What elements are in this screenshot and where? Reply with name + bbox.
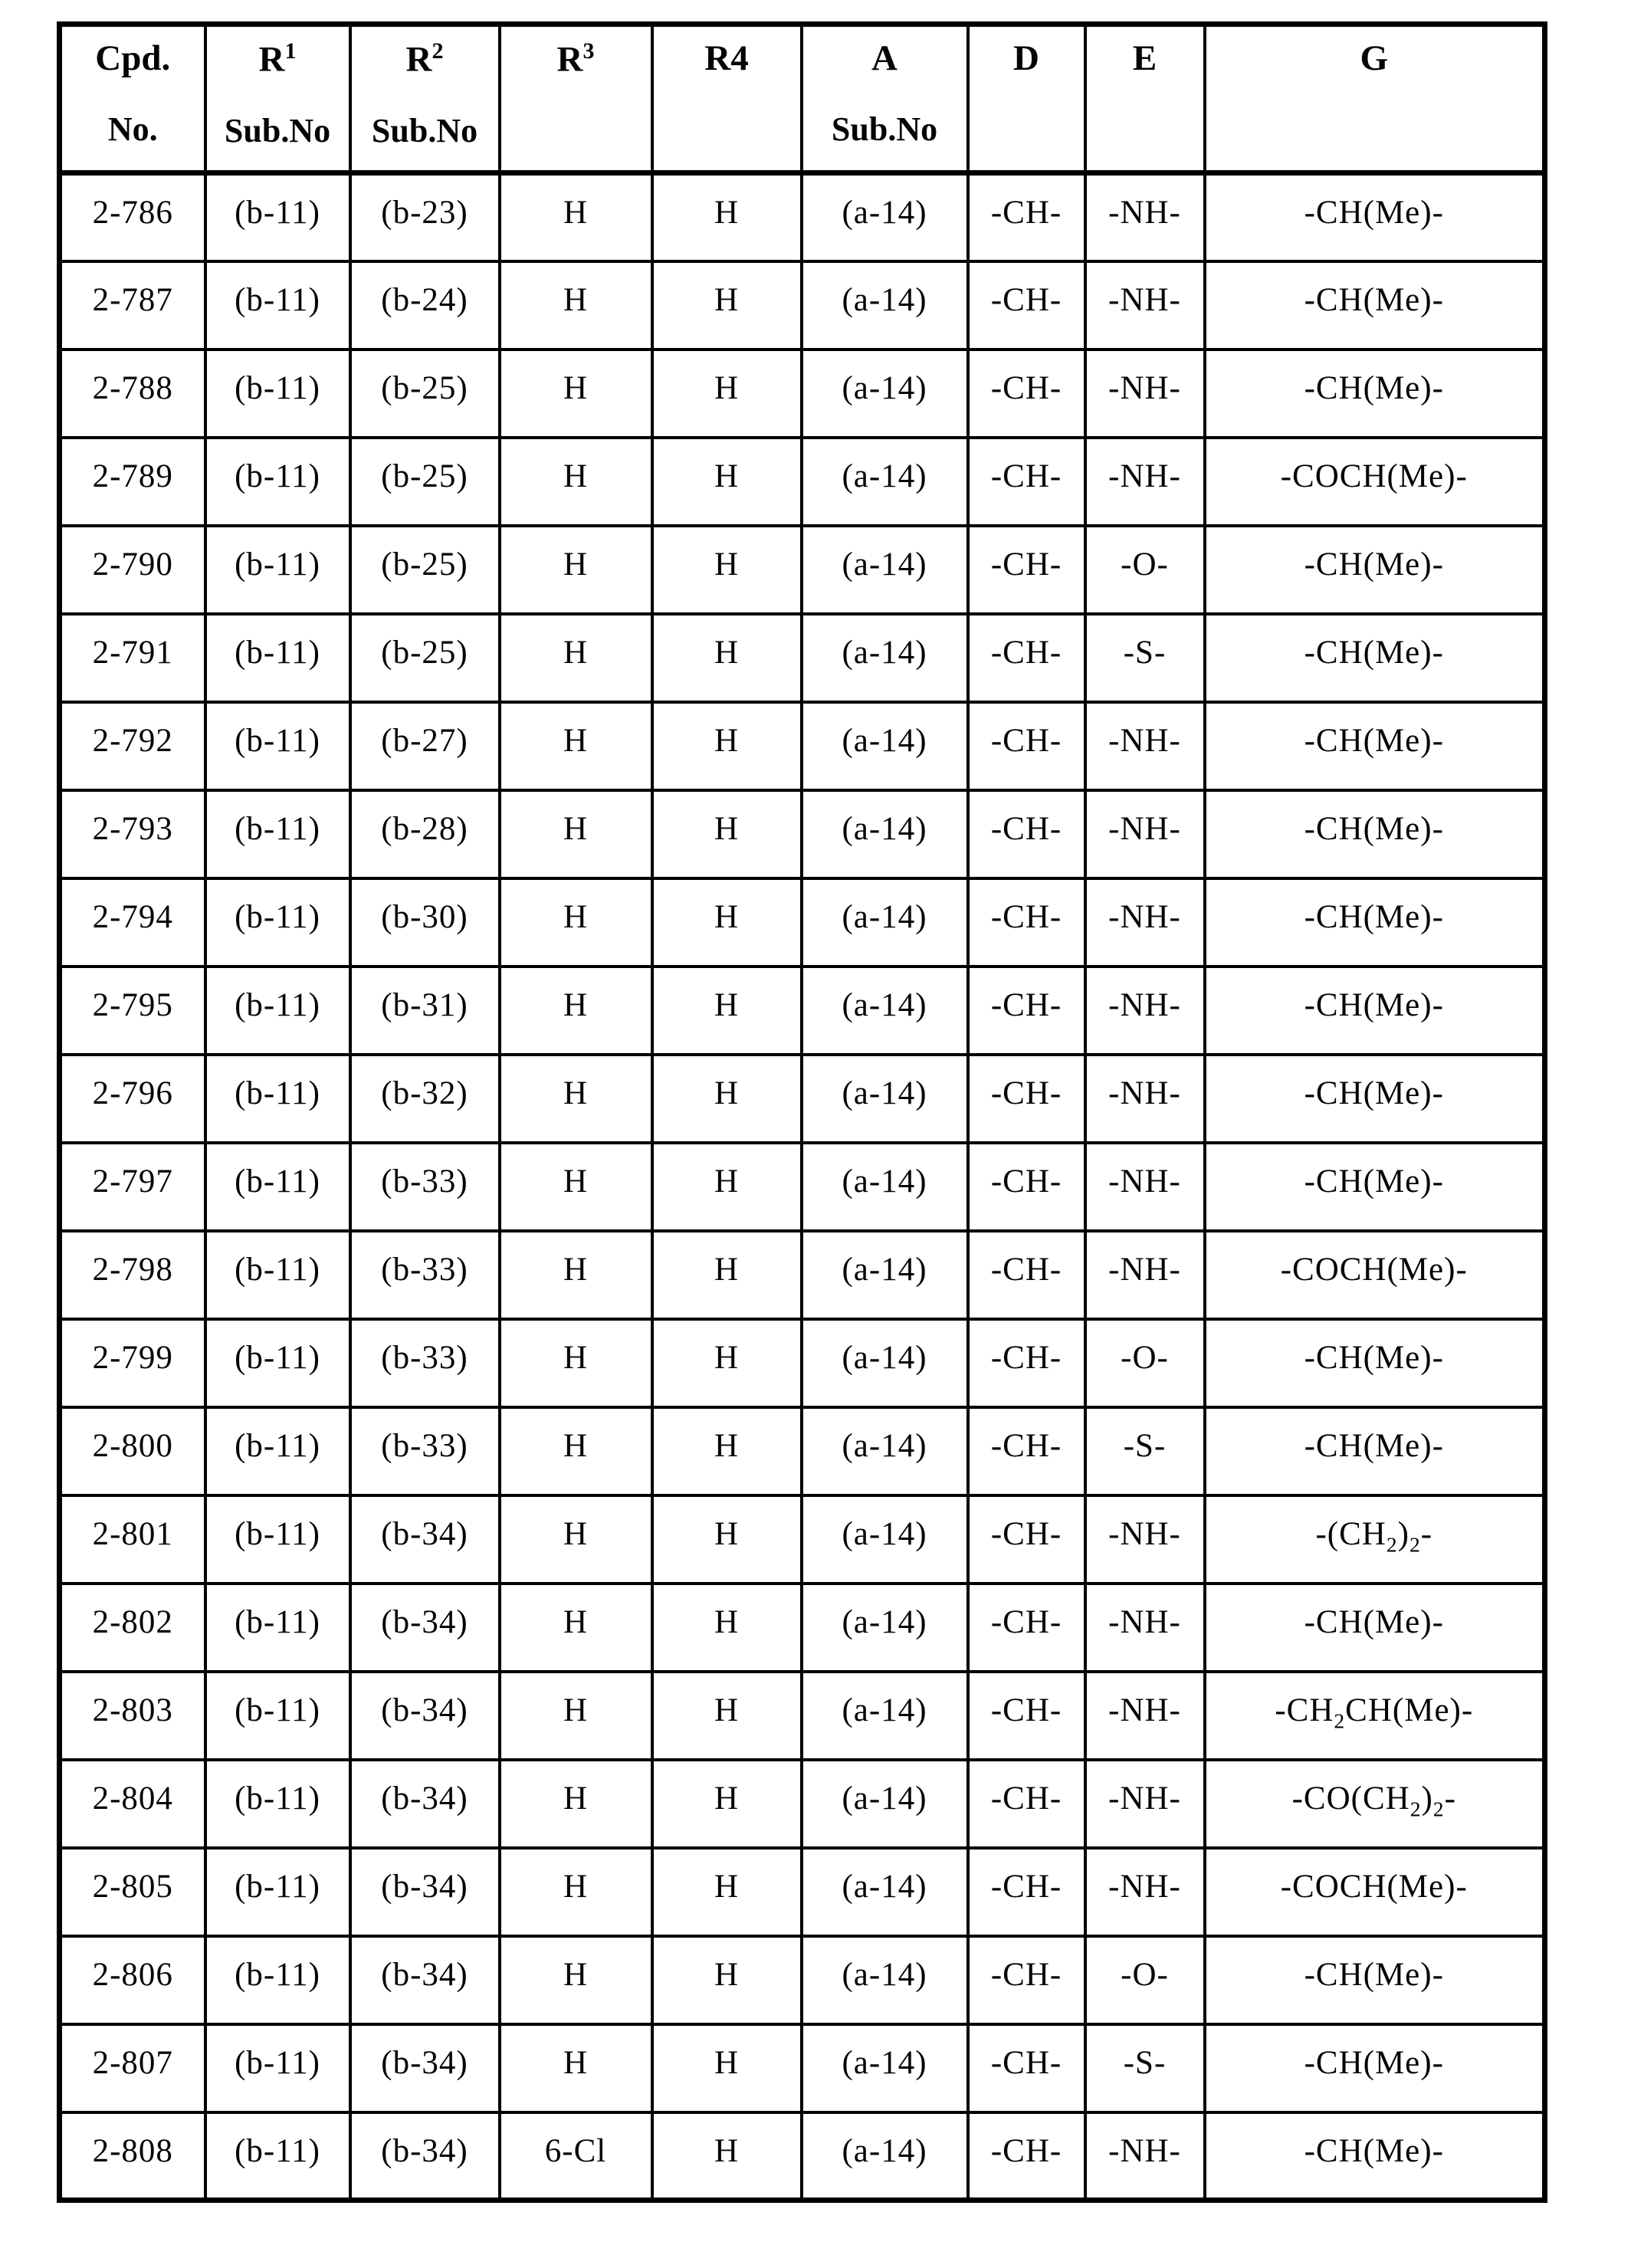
cell-e: -NH- <box>1085 350 1205 438</box>
cell-cpd-no: 2-786 <box>60 173 205 261</box>
cell-r1-sub-no: (b-11) <box>205 1672 350 1760</box>
cell-r1-sub-no: (b-11) <box>205 1407 350 1495</box>
header-a <box>802 25 968 173</box>
table-header <box>60 25 1545 173</box>
cell-e: -NH- <box>1085 1231 1205 1319</box>
cell-d: -CH- <box>968 790 1085 878</box>
cell-r1-sub-no: (b-11) <box>205 261 350 350</box>
cell-r1-sub-no: (b-11) <box>205 1760 350 1848</box>
cell-r1-sub-no: (b-11) <box>205 702 350 790</box>
header-d-line2 <box>970 110 1084 117</box>
cell-e: -S- <box>1085 2024 1205 2112</box>
cell-cpd-no: 2-799 <box>60 1319 205 1407</box>
header-r2 <box>350 25 500 173</box>
header-r3-line1: $R^3$ <box>556 38 595 80</box>
table-row <box>60 1936 1545 2024</box>
cell-cpd-no: 2-800 <box>60 1407 205 1495</box>
table-row <box>60 878 1545 967</box>
cell-e: -NH- <box>1085 702 1205 790</box>
header-d-line1: D <box>1013 38 1039 78</box>
cell-r4: H <box>652 173 802 261</box>
cell-r2-sub-no: (b-34) <box>350 2024 500 2112</box>
cell-r1-sub-no: (b-11) <box>205 1584 350 1672</box>
cell-a-sub-no: (a-14) <box>802 1495 968 1584</box>
cell-e: -NH- <box>1085 261 1205 350</box>
cell-g: -CH(Me)- <box>1205 1319 1545 1407</box>
cell-r2-sub-no: (b-25) <box>350 526 500 614</box>
header-r4-line2 <box>654 110 800 117</box>
table-row <box>60 614 1545 702</box>
cell-cpd-no: 2-789 <box>60 438 205 526</box>
table-row <box>60 1760 1545 1848</box>
cell-d: -CH- <box>968 1584 1085 1672</box>
cell-g: -COCH(Me)- <box>1205 438 1545 526</box>
table-row <box>60 1672 1545 1760</box>
cell-r2-sub-no: (b-25) <box>350 438 500 526</box>
table-row <box>60 967 1545 1055</box>
cell-a-sub-no: (a-14) <box>802 1672 968 1760</box>
cell-r3: H <box>500 1231 652 1319</box>
cell-r3: H <box>500 878 652 967</box>
cell-r4: H <box>652 1672 802 1760</box>
cell-e: -NH- <box>1085 438 1205 526</box>
cell-r4: H <box>652 1936 802 2024</box>
cell-a-sub-no: (a-14) <box>802 1584 968 1672</box>
cell-g: -CH(Me)- <box>1205 790 1545 878</box>
cell-r4: H <box>652 1055 802 1143</box>
cell-cpd-no: 2-807 <box>60 2024 205 2112</box>
cell-g: -CH(Me)- <box>1205 173 1545 261</box>
cell-r3: H <box>500 1584 652 1672</box>
header-g-line1: G <box>1360 38 1389 78</box>
cell-cpd-no: 2-797 <box>60 1143 205 1231</box>
cell-r3: H <box>500 526 652 614</box>
cell-e: -NH- <box>1085 1672 1205 1760</box>
table-row <box>60 1407 1545 1495</box>
cell-r3: H <box>500 1407 652 1495</box>
cell-cpd-no: 2-804 <box>60 1760 205 1848</box>
cell-d: -CH- <box>968 350 1085 438</box>
cell-a-sub-no: (a-14) <box>802 1143 968 1231</box>
cell-d: -CH- <box>968 1231 1085 1319</box>
cell-r4: H <box>652 1231 802 1319</box>
cell-cpd-no: 2-801 <box>60 1495 205 1584</box>
table-row <box>60 2024 1545 2112</box>
cell-e: -O- <box>1085 1319 1205 1407</box>
cell-g: -CH(Me)- <box>1205 1584 1545 1672</box>
cell-r4: H <box>652 1319 802 1407</box>
cell-d: -CH- <box>968 1672 1085 1760</box>
cell-r4: H <box>652 350 802 438</box>
cell-g: $-(CH_2)_2-$ <box>1205 1495 1545 1584</box>
cell-a-sub-no: (a-14) <box>802 1231 968 1319</box>
cell-g: -COCH(Me)- <box>1205 1848 1545 1936</box>
cell-r4: H <box>652 1495 802 1584</box>
cell-g: -CH(Me)- <box>1205 614 1545 702</box>
cell-cpd-no: 2-796 <box>60 1055 205 1143</box>
cell-g: $-CH_2CH(Me)-$ <box>1205 1672 1545 1760</box>
cell-r1-sub-no: (b-11) <box>205 1055 350 1143</box>
cell-a-sub-no: (a-14) <box>802 1055 968 1143</box>
cell-r4: H <box>652 2024 802 2112</box>
cell-r3: H <box>500 967 652 1055</box>
table-row <box>60 350 1545 438</box>
table-row <box>60 173 1545 261</box>
cell-g: -CH(Me)- <box>1205 1407 1545 1495</box>
cell-r4: H <box>652 1407 802 1495</box>
cell-r1-sub-no: (b-11) <box>205 1495 350 1584</box>
header-r2-line2: Sub.No <box>371 111 478 149</box>
cell-g: -CH(Me)- <box>1205 702 1545 790</box>
cell-r1-sub-no: (b-11) <box>205 2112 350 2201</box>
cell-cpd-no: 2-790 <box>60 526 205 614</box>
cell-a-sub-no: (a-14) <box>802 1407 968 1495</box>
cell-r2-sub-no: (b-34) <box>350 1672 500 1760</box>
cell-a-sub-no: (a-14) <box>802 350 968 438</box>
header-r4 <box>652 25 802 173</box>
cell-d: -CH- <box>968 173 1085 261</box>
cell-e: -NH- <box>1085 173 1205 261</box>
table-row <box>60 2112 1545 2201</box>
cell-g: -CH(Me)- <box>1205 1936 1545 2024</box>
header-g <box>1205 25 1545 173</box>
cell-g: -CH(Me)- <box>1205 1143 1545 1231</box>
cell-r2-sub-no: (b-34) <box>350 1760 500 1848</box>
header-cpd-line2: No. <box>107 110 158 148</box>
table-row <box>60 261 1545 350</box>
table-row <box>60 526 1545 614</box>
cell-r3: H <box>500 438 652 526</box>
cell-r4: H <box>652 1584 802 1672</box>
cell-cpd-no: 2-792 <box>60 702 205 790</box>
cell-r2-sub-no: (b-34) <box>350 1936 500 2024</box>
header-r2-line1: $R^2$ <box>405 38 444 80</box>
cell-e: -S- <box>1085 614 1205 702</box>
cell-d: -CH- <box>968 878 1085 967</box>
header-cpd-line1: Cpd. <box>95 38 171 78</box>
cell-d: -CH- <box>968 614 1085 702</box>
cell-r2-sub-no: (b-33) <box>350 1231 500 1319</box>
cell-r4: H <box>652 1760 802 1848</box>
cell-d: -CH- <box>968 1936 1085 2024</box>
cell-r4: H <box>652 438 802 526</box>
cell-r3: H <box>500 1495 652 1584</box>
cell-r1-sub-no: (b-11) <box>205 967 350 1055</box>
cell-r3: H <box>500 790 652 878</box>
cell-a-sub-no: (a-14) <box>802 1760 968 1848</box>
table-row <box>60 1143 1545 1231</box>
cell-r3: 6-Cl <box>500 2112 652 2201</box>
cell-a-sub-no: (a-14) <box>802 1848 968 1936</box>
cell-r3: H <box>500 702 652 790</box>
cell-a-sub-no: (a-14) <box>802 702 968 790</box>
cell-r4: H <box>652 526 802 614</box>
cell-e: -NH- <box>1085 1055 1205 1143</box>
cell-g: -CH(Me)- <box>1205 967 1545 1055</box>
header-r3-line2 <box>501 111 651 119</box>
table-body <box>60 173 1545 2201</box>
cell-r2-sub-no: (b-33) <box>350 1319 500 1407</box>
cell-d: -CH- <box>968 967 1085 1055</box>
cell-a-sub-no: (a-14) <box>802 1936 968 2024</box>
cell-r1-sub-no: (b-11) <box>205 350 350 438</box>
table-row <box>60 702 1545 790</box>
cell-cpd-no: 2-793 <box>60 790 205 878</box>
cell-cpd-no: 2-795 <box>60 967 205 1055</box>
cell-a-sub-no: (a-14) <box>802 438 968 526</box>
header-r1-line1: $R^1$ <box>258 38 297 80</box>
cell-r1-sub-no: (b-11) <box>205 790 350 878</box>
cell-r2-sub-no: (b-34) <box>350 1495 500 1584</box>
cell-r3: H <box>500 173 652 261</box>
cell-e: -NH- <box>1085 1848 1205 1936</box>
cell-cpd-no: 2-788 <box>60 350 205 438</box>
cell-e: -NH- <box>1085 1143 1205 1231</box>
cell-r4: H <box>652 1143 802 1231</box>
header-r1-line2: Sub.No <box>224 111 331 149</box>
header-e <box>1085 25 1205 173</box>
header-cpd-no <box>60 25 205 173</box>
cell-cpd-no: 2-787 <box>60 261 205 350</box>
cell-g: -CH(Me)- <box>1205 350 1545 438</box>
header-e-line1: E <box>1132 38 1157 78</box>
header-a-line2: Sub.No <box>831 110 938 148</box>
table-row <box>60 1231 1545 1319</box>
cell-r4: H <box>652 614 802 702</box>
cell-d: -CH- <box>968 1319 1085 1407</box>
cell-r1-sub-no: (b-11) <box>205 438 350 526</box>
cell-r2-sub-no: (b-34) <box>350 2112 500 2201</box>
cell-r2-sub-no: (b-32) <box>350 1055 500 1143</box>
cell-g: -CH(Me)- <box>1205 2112 1545 2201</box>
table-row <box>60 1584 1545 1672</box>
cell-r2-sub-no: (b-25) <box>350 350 500 438</box>
cell-a-sub-no: (a-14) <box>802 261 968 350</box>
cell-r2-sub-no: (b-31) <box>350 967 500 1055</box>
cell-e: -NH- <box>1085 1495 1205 1584</box>
cell-e: -NH- <box>1085 2112 1205 2201</box>
cell-a-sub-no: (a-14) <box>802 614 968 702</box>
cell-a-sub-no: (a-14) <box>802 2024 968 2112</box>
cell-e: -O- <box>1085 526 1205 614</box>
cell-g: -CH(Me)- <box>1205 1055 1545 1143</box>
cell-r2-sub-no: (b-33) <box>350 1143 500 1231</box>
table-row <box>60 1319 1545 1407</box>
cell-cpd-no: 2-802 <box>60 1584 205 1672</box>
header-e-line2 <box>1087 110 1203 117</box>
cell-r3: H <box>500 261 652 350</box>
cell-a-sub-no: (a-14) <box>802 2112 968 2201</box>
cell-r1-sub-no: (b-11) <box>205 173 350 261</box>
cell-r3: H <box>500 1672 652 1760</box>
cell-r1-sub-no: (b-11) <box>205 878 350 967</box>
cell-r2-sub-no: (b-34) <box>350 1848 500 1936</box>
cell-r4: H <box>652 702 802 790</box>
cell-d: -CH- <box>968 1407 1085 1495</box>
cell-g: -CH(Me)- <box>1205 261 1545 350</box>
header-row <box>60 25 1545 173</box>
cell-r4: H <box>652 1848 802 1936</box>
cell-d: -CH- <box>968 261 1085 350</box>
cell-r3: H <box>500 1848 652 1936</box>
cell-g: -CH(Me)- <box>1205 526 1545 614</box>
cell-r3: H <box>500 350 652 438</box>
cell-d: -CH- <box>968 702 1085 790</box>
cell-r3: H <box>500 1319 652 1407</box>
header-r3 <box>500 25 652 173</box>
cell-a-sub-no: (a-14) <box>802 790 968 878</box>
cell-r3: H <box>500 1936 652 2024</box>
cell-d: -CH- <box>968 1760 1085 1848</box>
cell-e: -NH- <box>1085 967 1205 1055</box>
cell-cpd-no: 2-806 <box>60 1936 205 2024</box>
cell-r3: H <box>500 614 652 702</box>
cell-d: -CH- <box>968 1495 1085 1584</box>
cell-r2-sub-no: (b-28) <box>350 790 500 878</box>
cell-r1-sub-no: (b-11) <box>205 1231 350 1319</box>
cell-g: -COCH(Me)- <box>1205 1231 1545 1319</box>
cell-a-sub-no: (a-14) <box>802 967 968 1055</box>
cell-cpd-no: 2-805 <box>60 1848 205 1936</box>
cell-d: -CH- <box>968 526 1085 614</box>
header-a-line1: A <box>871 38 898 78</box>
table-row <box>60 1055 1545 1143</box>
cell-e: -O- <box>1085 1936 1205 2024</box>
cell-r2-sub-no: (b-34) <box>350 1584 500 1672</box>
cell-e: -NH- <box>1085 1584 1205 1672</box>
cell-d: -CH- <box>968 1848 1085 1936</box>
cell-r1-sub-no: (b-11) <box>205 1319 350 1407</box>
header-r4-line1: R4 <box>704 38 749 78</box>
cell-r4: H <box>652 790 802 878</box>
cell-cpd-no: 2-791 <box>60 614 205 702</box>
cell-r1-sub-no: (b-11) <box>205 1848 350 1936</box>
cell-r4: H <box>652 2112 802 2201</box>
cell-a-sub-no: (a-14) <box>802 173 968 261</box>
cell-cpd-no: 2-808 <box>60 2112 205 2201</box>
cell-cpd-no: 2-798 <box>60 1231 205 1319</box>
cell-a-sub-no: (a-14) <box>802 1319 968 1407</box>
cell-g: -CH(Me)- <box>1205 2024 1545 2112</box>
cell-cpd-no: 2-803 <box>60 1672 205 1760</box>
cell-d: -CH- <box>968 1055 1085 1143</box>
cell-r1-sub-no: (b-11) <box>205 526 350 614</box>
header-d <box>968 25 1085 173</box>
cell-r4: H <box>652 261 802 350</box>
cell-r3: H <box>500 1760 652 1848</box>
header-r1 <box>205 25 350 173</box>
table-row <box>60 1495 1545 1584</box>
cell-g: -CH(Me)- <box>1205 878 1545 967</box>
cell-r1-sub-no: (b-11) <box>205 2024 350 2112</box>
cell-r4: H <box>652 878 802 967</box>
cell-d: -CH- <box>968 438 1085 526</box>
table-row <box>60 1848 1545 1936</box>
table-row <box>60 438 1545 526</box>
cell-r2-sub-no: (b-25) <box>350 614 500 702</box>
cell-r4: H <box>652 967 802 1055</box>
cell-r2-sub-no: (b-24) <box>350 261 500 350</box>
cell-r3: H <box>500 1055 652 1143</box>
cell-e: -NH- <box>1085 790 1205 878</box>
cell-r1-sub-no: (b-11) <box>205 614 350 702</box>
cell-e: -S- <box>1085 1407 1205 1495</box>
cell-a-sub-no: (a-14) <box>802 878 968 967</box>
cell-cpd-no: 2-794 <box>60 878 205 967</box>
cell-r2-sub-no: (b-27) <box>350 702 500 790</box>
cell-r2-sub-no: (b-33) <box>350 1407 500 1495</box>
cell-e: -NH- <box>1085 878 1205 967</box>
cell-e: -NH- <box>1085 1760 1205 1848</box>
cell-r2-sub-no: (b-23) <box>350 173 500 261</box>
compound-table <box>57 21 1547 2203</box>
cell-r3: H <box>500 2024 652 2112</box>
cell-d: -CH- <box>968 2024 1085 2112</box>
header-g-line2 <box>1206 110 1543 117</box>
cell-r1-sub-no: (b-11) <box>205 1143 350 1231</box>
cell-g: $-CO(CH_2)_2-$ <box>1205 1760 1545 1848</box>
cell-r3: H <box>500 1143 652 1231</box>
cell-d: -CH- <box>968 2112 1085 2201</box>
cell-r2-sub-no: (b-30) <box>350 878 500 967</box>
cell-a-sub-no: (a-14) <box>802 526 968 614</box>
cell-r1-sub-no: (b-11) <box>205 1936 350 2024</box>
table-row <box>60 790 1545 878</box>
cell-d: -CH- <box>968 1143 1085 1231</box>
